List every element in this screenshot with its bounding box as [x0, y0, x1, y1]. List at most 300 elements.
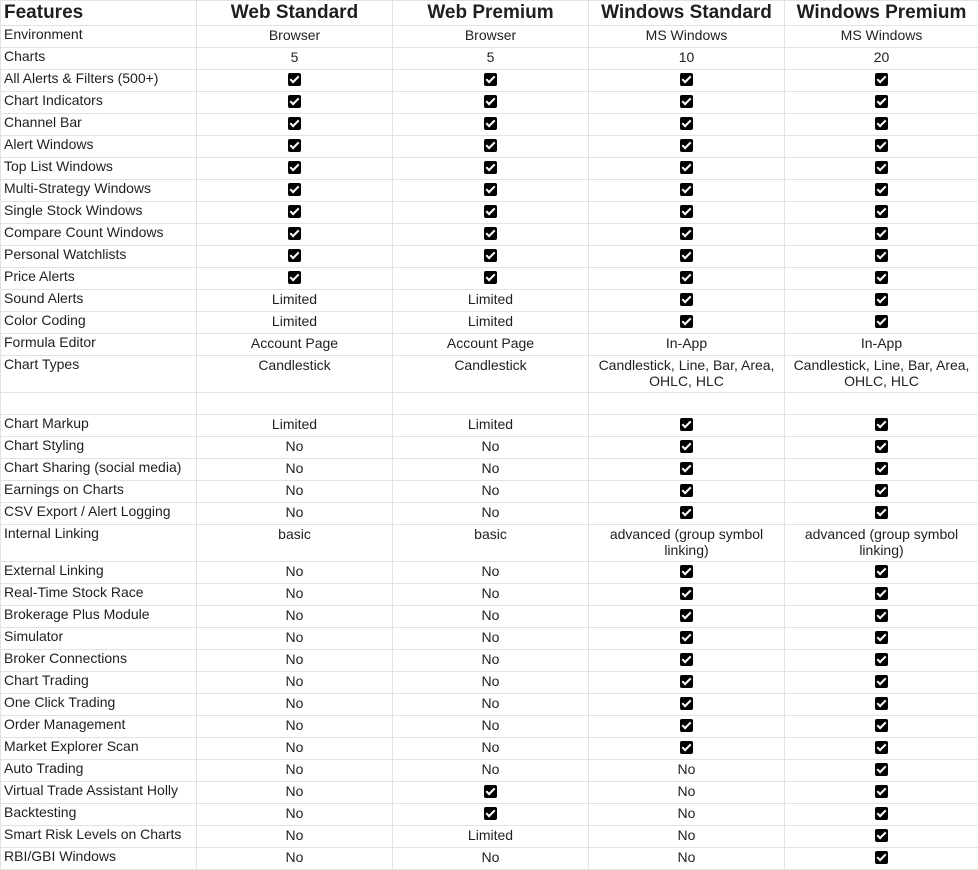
checkbox-checked-icon	[484, 249, 497, 262]
checkbox-checked-icon	[680, 565, 693, 578]
feature-label: Market Explorer Scan	[1, 738, 197, 760]
cell-windows-standard	[589, 503, 785, 525]
checkbox-checked-icon	[288, 249, 301, 262]
cell-windows-premium	[785, 606, 978, 628]
cell-windows-standard: MS Windows	[589, 26, 785, 48]
checkbox-checked-icon	[875, 227, 888, 240]
cell-windows-standard	[589, 672, 785, 694]
checkbox-checked-icon	[875, 95, 888, 108]
checkbox-checked-icon	[680, 95, 693, 108]
table-row	[1, 246, 978, 268]
cell-web-premium: No	[393, 848, 589, 870]
checkbox-checked-icon	[680, 675, 693, 688]
table-row	[1, 312, 978, 334]
cell-windows-standard	[589, 224, 785, 246]
cell-windows-premium	[785, 672, 978, 694]
checkbox-checked-icon	[484, 807, 497, 820]
cell-windows-premium	[785, 180, 978, 202]
cell-web-premium	[393, 114, 589, 136]
checkbox-checked-icon	[484, 161, 497, 174]
checkbox-checked-icon	[680, 293, 693, 306]
cell-windows-standard	[589, 738, 785, 760]
cell-web-premium	[393, 158, 589, 180]
checkbox-checked-icon	[288, 183, 301, 196]
checkbox-checked-icon	[875, 249, 888, 262]
feature-label: Color Coding	[1, 312, 197, 334]
cell-web-standard: No	[197, 672, 393, 694]
cell-web-premium: Limited	[393, 290, 589, 312]
checkbox-checked-icon	[680, 484, 693, 497]
feature-label: Alert Windows	[1, 136, 197, 158]
table-row	[1, 437, 978, 459]
feature-label: Channel Bar	[1, 114, 197, 136]
checkbox-checked-icon	[484, 117, 497, 130]
checkbox-checked-icon	[288, 139, 301, 152]
cell-web-premium	[393, 782, 589, 804]
feature-label: Chart Sharing (social media)	[1, 459, 197, 481]
checkbox-checked-icon	[875, 183, 888, 196]
cell-windows-premium	[785, 224, 978, 246]
table-row	[1, 804, 978, 826]
checkbox-checked-icon	[680, 315, 693, 328]
table-row	[1, 48, 978, 70]
cell-web-standard: Limited	[197, 290, 393, 312]
cell-windows-standard: No	[589, 760, 785, 782]
checkbox-checked-icon	[680, 183, 693, 196]
checkbox-checked-icon	[875, 418, 888, 431]
cell-web-standard: Account Page	[197, 334, 393, 356]
checkbox-checked-icon	[875, 675, 888, 688]
table-row	[1, 848, 978, 870]
table-row	[1, 694, 978, 716]
cell-web-premium: No	[393, 694, 589, 716]
feature-label: Internal Linking	[1, 525, 197, 562]
cell-web-standard: No	[197, 650, 393, 672]
cell-windows-premium	[785, 92, 978, 114]
cell-windows-premium	[785, 848, 978, 870]
feature-label: Sound Alerts	[1, 290, 197, 312]
cell-windows-premium	[785, 503, 978, 525]
feature-label: Smart Risk Levels on Charts	[1, 826, 197, 848]
cell-web-standard: No	[197, 606, 393, 628]
table-row	[1, 415, 978, 437]
cell-web-standard	[197, 158, 393, 180]
cell-web-standard: Limited	[197, 415, 393, 437]
cell-windows-premium	[785, 738, 978, 760]
checkbox-checked-icon	[484, 183, 497, 196]
cell-web-standard: No	[197, 628, 393, 650]
cell-web-premium	[393, 246, 589, 268]
checkbox-checked-icon	[680, 719, 693, 732]
checkbox-checked-icon	[680, 139, 693, 152]
cell-windows-premium	[785, 437, 978, 459]
cell-web-premium: No	[393, 716, 589, 738]
cell-windows-premium	[785, 70, 978, 92]
cell-web-standard: No	[197, 694, 393, 716]
table-row	[1, 481, 978, 503]
table-row	[1, 672, 978, 694]
feature-label: Personal Watchlists	[1, 246, 197, 268]
checkbox-checked-icon	[875, 139, 888, 152]
cell-windows-standard: In-App	[589, 334, 785, 356]
cell-web-standard: Browser	[197, 26, 393, 48]
cell-windows-standard	[589, 114, 785, 136]
cell-windows-standard	[589, 290, 785, 312]
feature-label: Top List Windows	[1, 158, 197, 180]
checkbox-checked-icon	[875, 763, 888, 776]
cell-windows-premium	[785, 481, 978, 503]
cell-web-standard: No	[197, 826, 393, 848]
table-row	[1, 202, 978, 224]
cell-web-standard	[197, 393, 393, 415]
cell-windows-standard	[589, 606, 785, 628]
checkbox-checked-icon	[875, 741, 888, 754]
checkbox-checked-icon	[288, 161, 301, 174]
checkbox-checked-icon	[484, 271, 497, 284]
cell-windows-premium	[785, 393, 978, 415]
cell-web-premium: Browser	[393, 26, 589, 48]
checkbox-checked-icon	[875, 587, 888, 600]
cell-web-standard	[197, 224, 393, 246]
cell-web-standard: basic	[197, 525, 393, 562]
cell-windows-premium: advanced (group symbol linking)	[785, 525, 978, 562]
checkbox-checked-icon	[875, 829, 888, 842]
checkbox-checked-icon	[680, 506, 693, 519]
table-row	[1, 26, 978, 48]
checkbox-checked-icon	[288, 205, 301, 218]
cell-web-premium	[393, 268, 589, 290]
cell-windows-standard	[589, 716, 785, 738]
checkbox-checked-icon	[680, 440, 693, 453]
checkbox-checked-icon	[680, 462, 693, 475]
cell-web-premium: No	[393, 760, 589, 782]
feature-label: Brokerage Plus Module	[1, 606, 197, 628]
checkbox-checked-icon	[875, 205, 888, 218]
feature-label: All Alerts & Filters (500+)	[1, 70, 197, 92]
feature-label: External Linking	[1, 562, 197, 584]
cell-web-standard	[197, 70, 393, 92]
checkbox-checked-icon	[875, 719, 888, 732]
cell-windows-standard	[589, 415, 785, 437]
cell-web-standard: No	[197, 716, 393, 738]
checkbox-checked-icon	[484, 139, 497, 152]
checkbox-checked-icon	[484, 785, 497, 798]
cell-windows-premium	[785, 628, 978, 650]
cell-web-standard	[197, 180, 393, 202]
cell-web-premium	[393, 92, 589, 114]
cell-web-standard: No	[197, 459, 393, 481]
checkbox-checked-icon	[680, 741, 693, 754]
cell-windows-standard	[589, 393, 785, 415]
checkbox-checked-icon	[875, 440, 888, 453]
feature-label: RBI/GBI Windows	[1, 848, 197, 870]
cell-windows-premium	[785, 246, 978, 268]
checkbox-checked-icon	[288, 95, 301, 108]
cell-web-premium	[393, 202, 589, 224]
checkbox-checked-icon	[680, 418, 693, 431]
cell-windows-standard: Candlestick, Line, Bar, Area, OHLC, HLC	[589, 356, 785, 393]
checkbox-checked-icon	[680, 117, 693, 130]
feature-label	[1, 393, 197, 415]
header-windows-standard: Windows Standard	[589, 1, 785, 26]
feature-label: Charts	[1, 48, 197, 70]
cell-windows-standard	[589, 268, 785, 290]
table-row	[1, 716, 978, 738]
checkbox-checked-icon	[875, 807, 888, 820]
feature-label: Simulator	[1, 628, 197, 650]
table-row	[1, 70, 978, 92]
cell-windows-premium	[785, 650, 978, 672]
cell-windows-premium	[785, 158, 978, 180]
feature-label: Backtesting	[1, 804, 197, 826]
header-windows-premium: Windows Premium	[785, 1, 978, 26]
feature-label: Formula Editor	[1, 334, 197, 356]
cell-windows-premium: MS Windows	[785, 26, 978, 48]
feature-label: Single Stock Windows	[1, 202, 197, 224]
feature-label: Broker Connections	[1, 650, 197, 672]
cell-web-premium: No	[393, 738, 589, 760]
cell-web-premium: No	[393, 650, 589, 672]
checkbox-checked-icon	[875, 785, 888, 798]
cell-web-premium: No	[393, 481, 589, 503]
feature-label: Environment	[1, 26, 197, 48]
table-row	[1, 562, 978, 584]
cell-web-premium	[393, 70, 589, 92]
feature-label: Price Alerts	[1, 268, 197, 290]
table-row	[1, 136, 978, 158]
feature-label: Chart Markup	[1, 415, 197, 437]
cell-web-standard: No	[197, 804, 393, 826]
cell-windows-standard	[589, 136, 785, 158]
checkbox-checked-icon	[680, 653, 693, 666]
table-row	[1, 356, 978, 393]
cell-web-standard: Limited	[197, 312, 393, 334]
feature-label: Chart Styling	[1, 437, 197, 459]
cell-web-standard: No	[197, 760, 393, 782]
cell-web-premium: No	[393, 562, 589, 584]
cell-windows-premium	[785, 290, 978, 312]
checkbox-checked-icon	[680, 227, 693, 240]
cell-windows-premium: 20	[785, 48, 978, 70]
cell-web-premium: Limited	[393, 312, 589, 334]
checkbox-checked-icon	[484, 95, 497, 108]
cell-windows-premium	[785, 459, 978, 481]
cell-web-standard	[197, 268, 393, 290]
cell-web-premium: No	[393, 437, 589, 459]
cell-windows-standard	[589, 92, 785, 114]
cell-windows-standard	[589, 481, 785, 503]
cell-web-premium: No	[393, 459, 589, 481]
cell-web-standard	[197, 246, 393, 268]
cell-windows-premium	[785, 312, 978, 334]
cell-web-standard	[197, 114, 393, 136]
checkbox-checked-icon	[875, 161, 888, 174]
cell-windows-premium	[785, 760, 978, 782]
cell-windows-standard: 10	[589, 48, 785, 70]
cell-web-premium	[393, 393, 589, 415]
cell-windows-standard: No	[589, 848, 785, 870]
cell-windows-standard	[589, 650, 785, 672]
cell-windows-premium	[785, 268, 978, 290]
cell-web-standard: No	[197, 584, 393, 606]
cell-windows-standard	[589, 70, 785, 92]
cell-web-standard	[197, 92, 393, 114]
checkbox-checked-icon	[680, 631, 693, 644]
cell-web-premium	[393, 180, 589, 202]
cell-web-standard	[197, 202, 393, 224]
table-row	[1, 114, 978, 136]
table-row	[1, 393, 978, 415]
table-row	[1, 650, 978, 672]
table-row	[1, 92, 978, 114]
cell-web-standard: No	[197, 738, 393, 760]
cell-windows-standard: No	[589, 804, 785, 826]
table-row	[1, 826, 978, 848]
cell-windows-standard	[589, 202, 785, 224]
cell-windows-premium	[785, 782, 978, 804]
table-row	[1, 525, 978, 562]
table-row	[1, 760, 978, 782]
checkbox-checked-icon	[680, 205, 693, 218]
cell-web-premium: Limited	[393, 826, 589, 848]
checkbox-checked-icon	[680, 587, 693, 600]
feature-label: Chart Trading	[1, 672, 197, 694]
checkbox-checked-icon	[875, 293, 888, 306]
header-web-premium: Web Premium	[393, 1, 589, 26]
feature-label: Compare Count Windows	[1, 224, 197, 246]
cell-windows-standard	[589, 628, 785, 650]
cell-web-standard: No	[197, 503, 393, 525]
checkbox-checked-icon	[680, 249, 693, 262]
checkbox-checked-icon	[680, 609, 693, 622]
cell-web-standard: Candlestick	[197, 356, 393, 393]
cell-web-premium: Account Page	[393, 334, 589, 356]
header-row	[1, 1, 978, 26]
checkbox-checked-icon	[875, 315, 888, 328]
cell-windows-premium: In-App	[785, 334, 978, 356]
table-body	[1, 26, 978, 870]
feature-label: Chart Types	[1, 356, 197, 393]
checkbox-checked-icon	[875, 462, 888, 475]
checkbox-checked-icon	[875, 653, 888, 666]
checkbox-checked-icon	[484, 227, 497, 240]
table-row	[1, 782, 978, 804]
cell-web-standard: No	[197, 562, 393, 584]
feature-label: Auto Trading	[1, 760, 197, 782]
feature-label: Real-Time Stock Race	[1, 584, 197, 606]
checkbox-checked-icon	[875, 631, 888, 644]
checkbox-checked-icon	[680, 697, 693, 710]
cell-web-premium: No	[393, 503, 589, 525]
cell-web-premium: basic	[393, 525, 589, 562]
cell-windows-premium	[785, 716, 978, 738]
checkbox-checked-icon	[680, 271, 693, 284]
cell-web-premium: 5	[393, 48, 589, 70]
table-row	[1, 268, 978, 290]
checkbox-checked-icon	[875, 484, 888, 497]
table-row	[1, 606, 978, 628]
checkbox-checked-icon	[875, 697, 888, 710]
cell-windows-standard	[589, 584, 785, 606]
feature-label: Multi-Strategy Windows	[1, 180, 197, 202]
cell-windows-standard	[589, 180, 785, 202]
cell-windows-standard	[589, 459, 785, 481]
cell-web-standard: No	[197, 848, 393, 870]
cell-windows-standard: No	[589, 826, 785, 848]
cell-web-premium: No	[393, 672, 589, 694]
table-row	[1, 738, 978, 760]
cell-web-premium: No	[393, 628, 589, 650]
cell-windows-premium	[785, 114, 978, 136]
checkbox-checked-icon	[875, 271, 888, 284]
feature-label: CSV Export / Alert Logging	[1, 503, 197, 525]
checkbox-checked-icon	[875, 565, 888, 578]
cell-web-standard: No	[197, 782, 393, 804]
cell-web-standard: 5	[197, 48, 393, 70]
feature-label: Earnings on Charts	[1, 481, 197, 503]
cell-windows-standard	[589, 694, 785, 716]
checkbox-checked-icon	[680, 161, 693, 174]
table-row	[1, 459, 978, 481]
checkbox-checked-icon	[288, 73, 301, 86]
table-row	[1, 290, 978, 312]
cell-windows-premium	[785, 202, 978, 224]
checkbox-checked-icon	[875, 851, 888, 864]
checkbox-checked-icon	[288, 117, 301, 130]
cell-windows-standard	[589, 158, 785, 180]
feature-label: Order Management	[1, 716, 197, 738]
cell-web-standard: No	[197, 437, 393, 459]
cell-windows-premium	[785, 826, 978, 848]
table-row	[1, 584, 978, 606]
header-web-standard: Web Standard	[197, 1, 393, 26]
cell-web-standard: No	[197, 481, 393, 503]
cell-windows-standard: No	[589, 782, 785, 804]
cell-web-premium	[393, 224, 589, 246]
cell-windows-standard	[589, 562, 785, 584]
checkbox-checked-icon	[875, 609, 888, 622]
cell-windows-standard	[589, 312, 785, 334]
cell-web-premium: Limited	[393, 415, 589, 437]
checkbox-checked-icon	[875, 73, 888, 86]
cell-windows-premium: Candlestick, Line, Bar, Area, OHLC, HLC	[785, 356, 978, 393]
cell-web-premium: Candlestick	[393, 356, 589, 393]
table-row	[1, 628, 978, 650]
cell-windows-premium	[785, 415, 978, 437]
cell-web-premium	[393, 804, 589, 826]
cell-windows-standard	[589, 437, 785, 459]
checkbox-checked-icon	[288, 227, 301, 240]
cell-windows-standard: advanced (group symbol linking)	[589, 525, 785, 562]
cell-windows-premium	[785, 136, 978, 158]
cell-web-premium: No	[393, 606, 589, 628]
cell-web-standard	[197, 136, 393, 158]
checkbox-checked-icon	[680, 73, 693, 86]
checkbox-checked-icon	[875, 117, 888, 130]
cell-windows-premium	[785, 804, 978, 826]
feature-label: Chart Indicators	[1, 92, 197, 114]
checkbox-checked-icon	[484, 73, 497, 86]
feature-label: Virtual Trade Assistant Holly	[1, 782, 197, 804]
table-row	[1, 334, 978, 356]
table-row	[1, 158, 978, 180]
checkbox-checked-icon	[288, 271, 301, 284]
cell-web-premium	[393, 136, 589, 158]
cell-web-premium: No	[393, 584, 589, 606]
table-row	[1, 503, 978, 525]
checkbox-checked-icon	[875, 506, 888, 519]
checkbox-checked-icon	[484, 205, 497, 218]
